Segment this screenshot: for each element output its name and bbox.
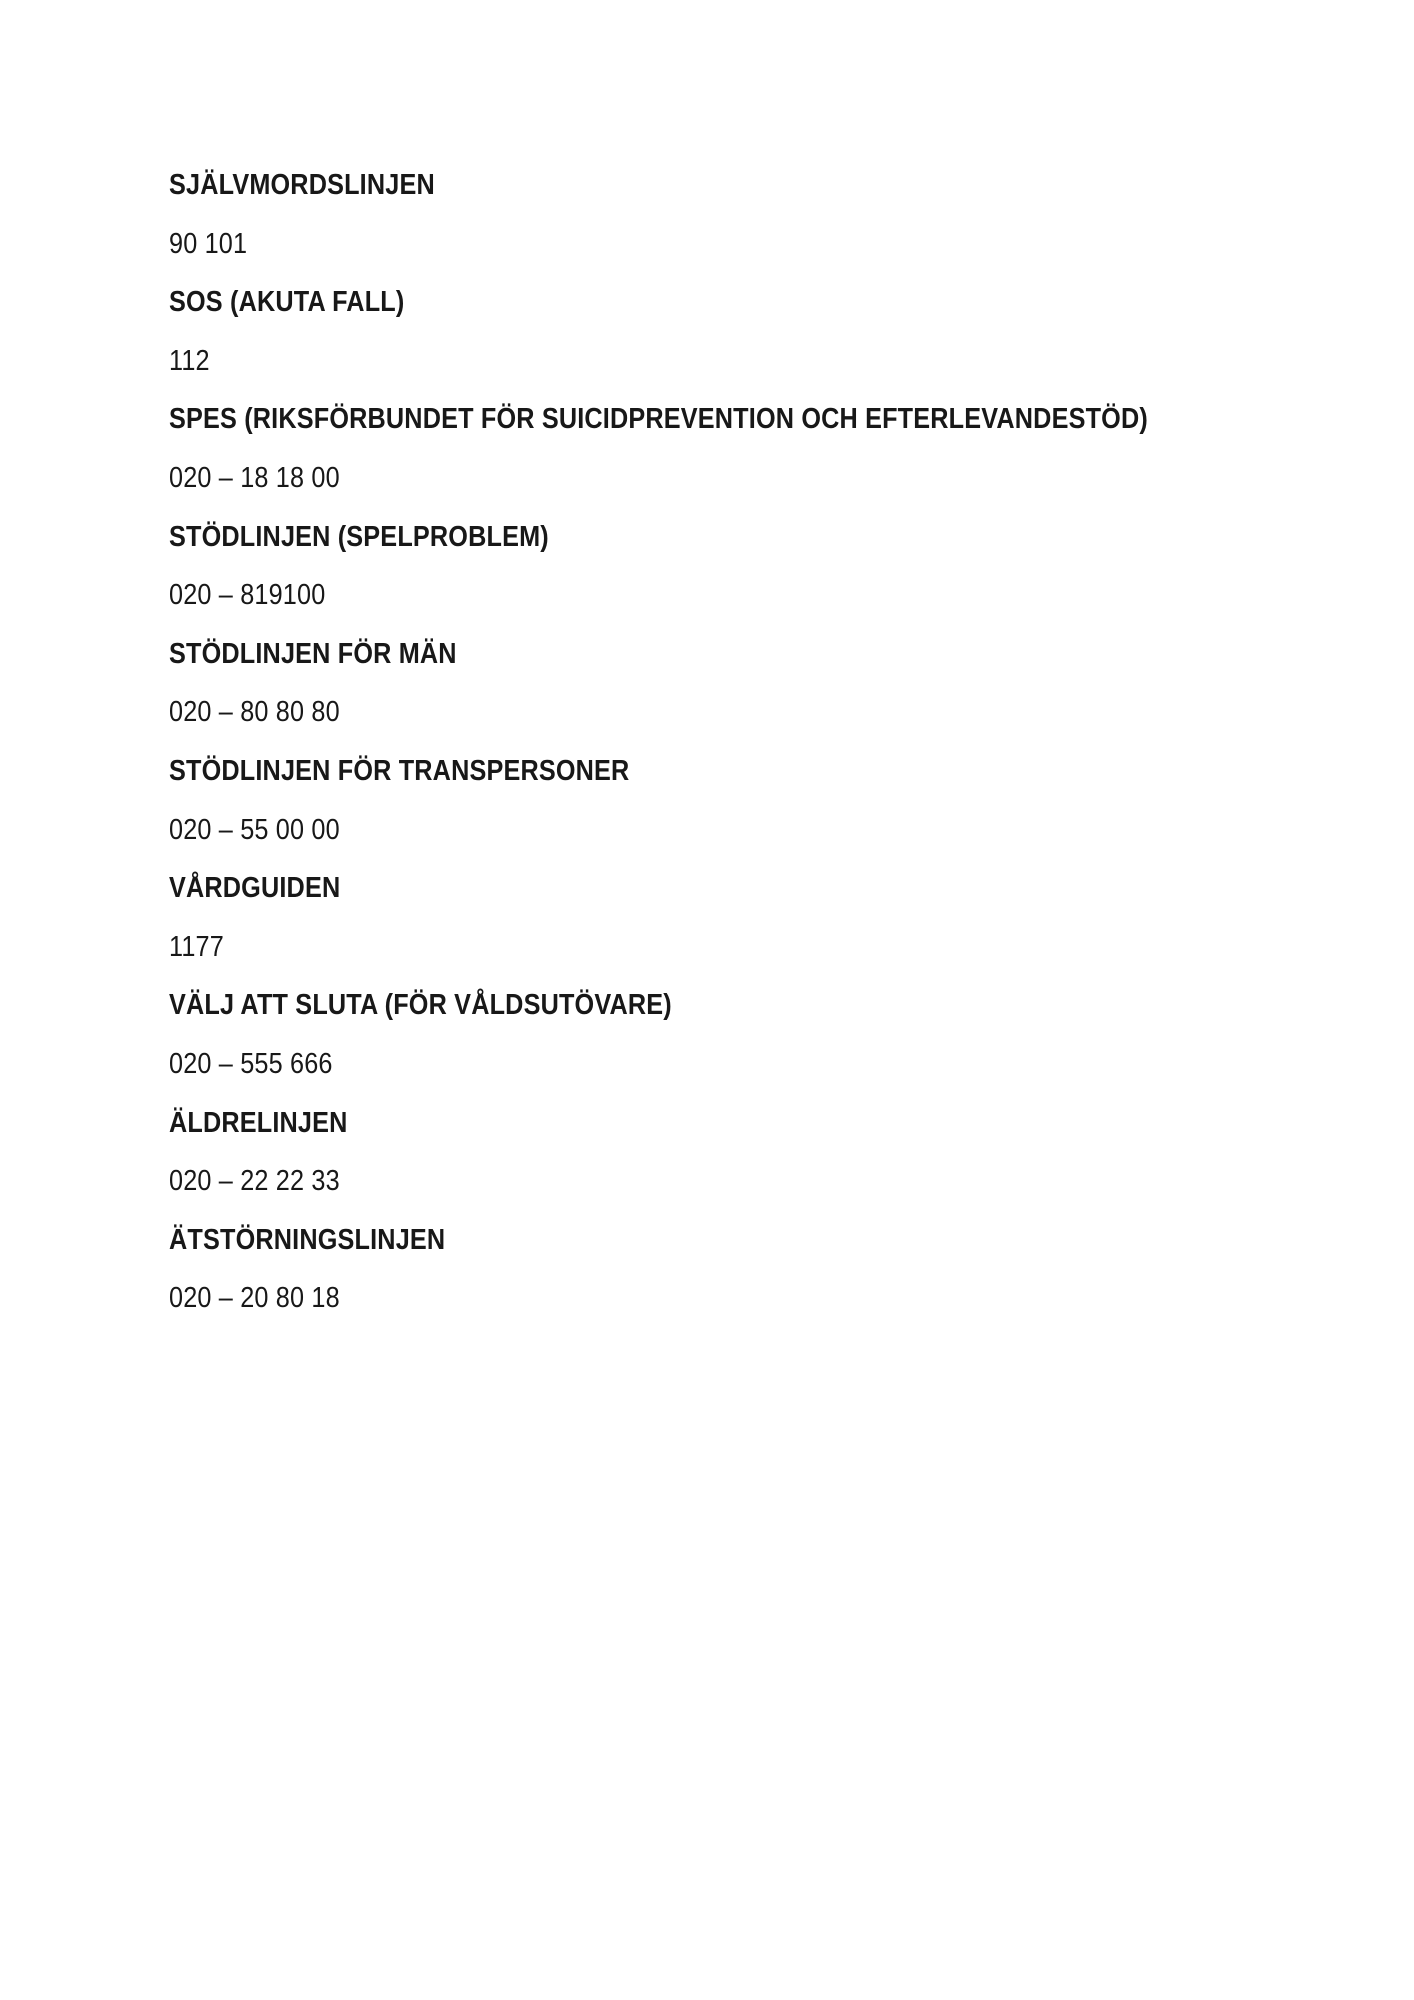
helpline-phone: 020 – 18 18 00	[169, 461, 340, 494]
helpline-name: SOS (AKUTA FALL)	[169, 286, 405, 319]
helpline-name: ÄLDRELINJEN	[169, 1106, 348, 1139]
helpline-phone: 112	[169, 344, 210, 377]
helpline-list	[169, 156, 1269, 1328]
helpline-name: STÖDLINJEN FÖR TRANSPERSONER	[169, 754, 630, 787]
helpline-name: SPES (RIKSFÖRBUNDET FÖR SUICIDPREVENTION OCH EFTERLEVANDESTÖD)	[169, 403, 1148, 436]
helpline-phone: 020 – 55 00 00	[169, 813, 340, 846]
helpline-name: VÄLJ ATT SLUTA (FÖR VÅLDSUTÖVARE)	[169, 989, 672, 1022]
helpline-phone: 020 – 555 666	[169, 1047, 333, 1080]
helpline-phone: 020 – 22 22 33	[169, 1165, 340, 1198]
helpline-phone: 020 – 80 80 80	[169, 696, 340, 729]
helpline-phone: 90 101	[169, 227, 248, 260]
helpline-name: VÅRDGUIDEN	[169, 872, 341, 905]
helpline-phone: 1177	[169, 930, 224, 963]
helpline-phone: 020 – 20 80 18	[169, 1282, 340, 1315]
helpline-name: ÄTSTÖRNINGSLINJEN	[169, 1223, 446, 1256]
helpline-name: STÖDLINJEN FÖR MÄN	[169, 637, 457, 670]
helpline-name: SJÄLVMORDSLINJEN	[169, 169, 435, 201]
helpline-name: STÖDLINJEN (SPELPROBLEM)	[169, 520, 549, 553]
helpline-phone: 020 – 819100	[169, 579, 326, 612]
